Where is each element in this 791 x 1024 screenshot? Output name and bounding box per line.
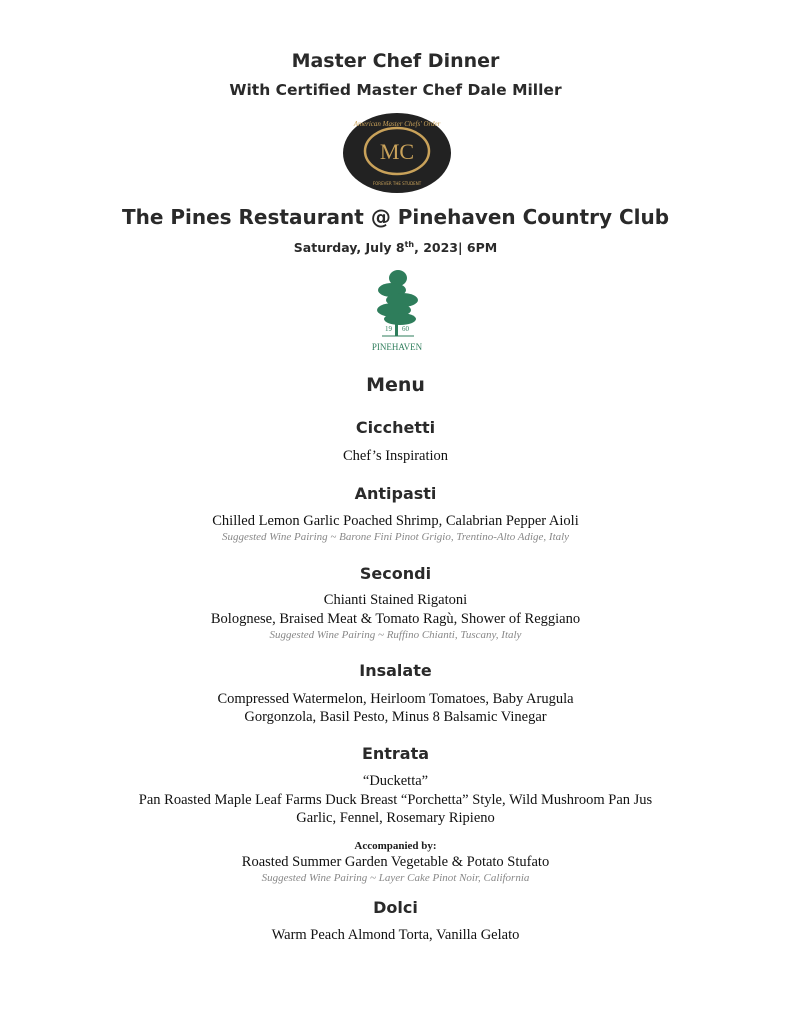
- svg-text:PINEHAVEN: PINEHAVEN: [371, 342, 423, 352]
- course-item: Warm Peach Almond Torta, Vanilla Gelato: [271, 927, 520, 943]
- event-subtitle: With Certified Master Chef Dale Miller: [229, 81, 562, 99]
- course-heading-cicchetti: Cicchetti: [355, 418, 436, 437]
- course-heading-secondi: Secondi: [359, 564, 432, 583]
- course-heading-antipasti: Antipasti: [354, 484, 437, 503]
- course-item: Gorgonzola, Basil Pesto, Minus 8 Balsamic Vinegar: [244, 709, 547, 725]
- amco-ring-text: American Master Chefs' Order: [353, 120, 441, 128]
- svg-text:MC: MC: [379, 139, 415, 164]
- svg-text:FOREVER THE STUDENT: FOREVER THE STUDENT: [372, 181, 422, 186]
- event-title: Master Chef Dinner: [291, 50, 500, 72]
- course-item: Compressed Watermelon, Heirloom Tomatoes, Baby Arugula: [217, 691, 574, 707]
- menu-title: Menu: [366, 374, 425, 396]
- course-item: Chilled Lemon Garlic Poached Shrimp, Calabrian Pepper Aioli: [212, 513, 579, 529]
- svg-text:60: 60: [402, 325, 409, 333]
- pinehaven-tree-logo: [362, 264, 432, 359]
- course-item: Chianti Stained Rigatoni: [323, 592, 468, 608]
- svg-text:19: 19: [385, 325, 392, 333]
- course-item: Roasted Summer Garden Vegetable & Potato Stufato: [241, 854, 550, 870]
- wine-pairing: Suggested Wine Pairing ~ Barone Fini Pinot Grigio, Trentino-Alto Adige, Italy: [221, 531, 570, 543]
- course-heading-dolci: Dolci: [373, 898, 418, 917]
- venue-title: The Pines Restaurant @ Pinehaven Country Club: [121, 205, 670, 229]
- course-item: Bolognese, Braised Meat & Tomato Ragù, Shower of Reggiano: [210, 611, 581, 627]
- accompanied-label: Accompanied by:: [354, 840, 437, 852]
- wine-pairing: Suggested Wine Pairing ~ Ruffino Chianti, Tuscany, Italy: [269, 629, 522, 641]
- course-item: Garlic, Fennel, Rosemary Ripieno: [296, 810, 495, 826]
- course-item: “Ducketta”: [362, 773, 429, 789]
- course-item: Chef’s Inspiration: [342, 448, 449, 464]
- event-date: Saturday, July 8th, 2023| 6PM: [293, 240, 498, 256]
- course-heading-entrata: Entrata: [361, 744, 430, 763]
- course-item: Pan Roasted Maple Leaf Farms Duck Breast “Porchetta” Style, Wild Mushroom Pan Jus: [138, 792, 653, 808]
- amco-logo: [343, 113, 451, 193]
- wine-pairing: Suggested Wine Pairing ~ Layer Cake Pinot Noir, California: [261, 872, 530, 884]
- course-heading-insalate: Insalate: [359, 661, 432, 680]
